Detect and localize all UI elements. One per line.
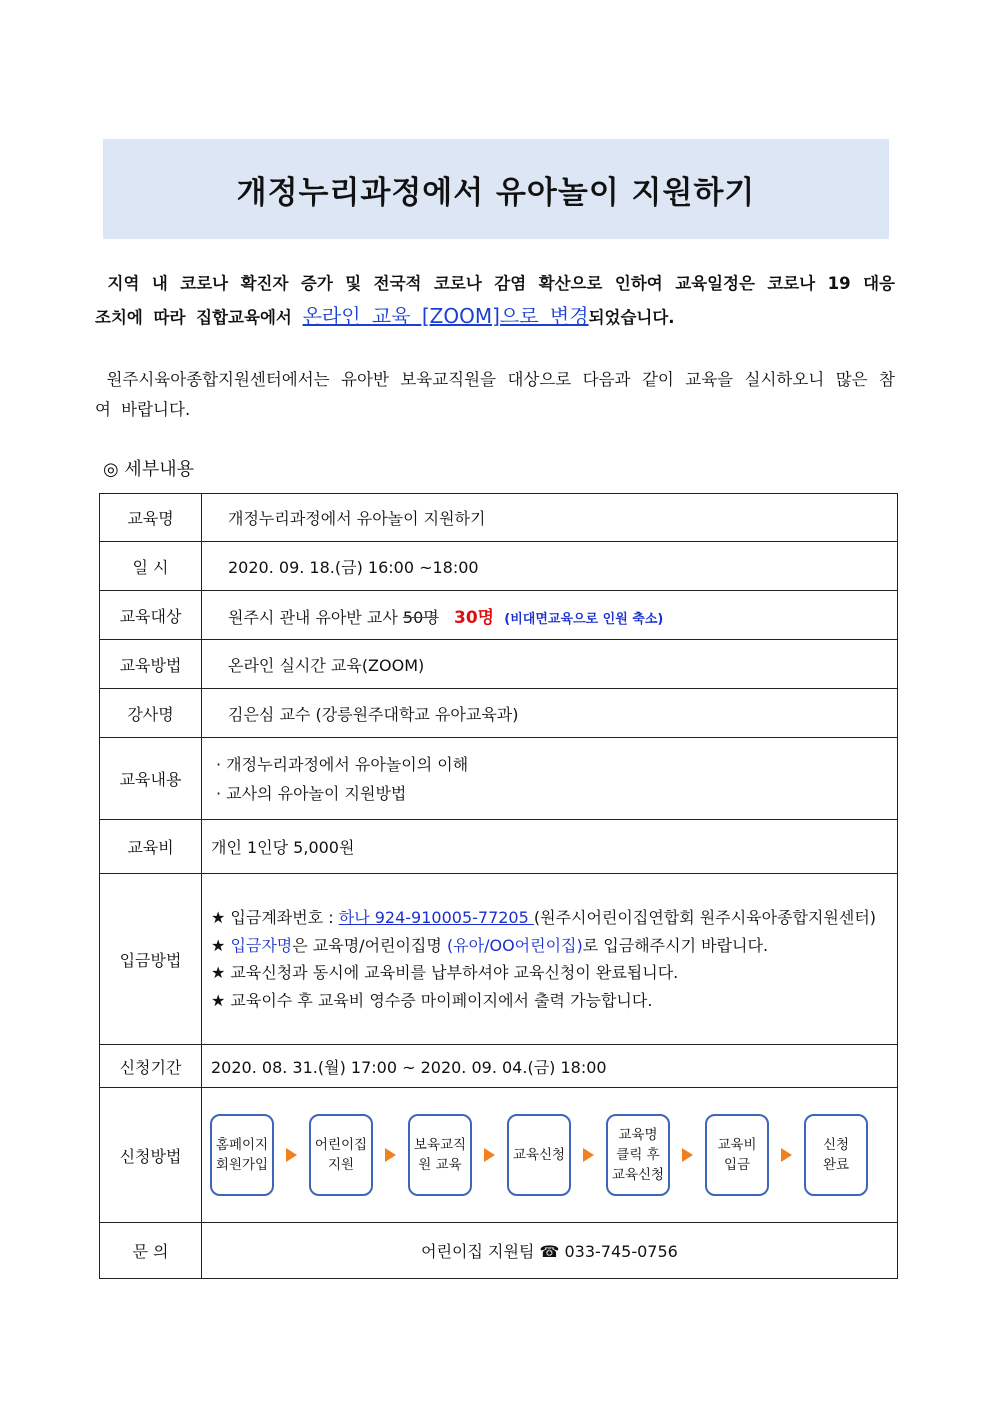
label-name: 교육명 bbox=[100, 494, 202, 542]
label-payment: 입금방법 bbox=[100, 874, 202, 1045]
details-table bbox=[99, 493, 898, 1279]
step-label: 홈페이지 회원가입 bbox=[215, 1137, 269, 1173]
content-item: · 교사의 유아놀이 지원방법 bbox=[216, 783, 407, 803]
depositor-text-end: 로 입금해주시기 바랍니다. bbox=[582, 935, 769, 955]
notice-highlight: 온라인 교육 [ZOOM]으로 변경 bbox=[302, 304, 589, 328]
label-target: 교육대상 bbox=[100, 591, 202, 640]
value-target bbox=[202, 591, 898, 640]
target-note: (비대면교육으로 인원 축소) bbox=[504, 611, 664, 627]
label-content: 교육내용 bbox=[100, 738, 202, 820]
notice-text-1: 지역 내 코로나 확진자 증가 및 전국적 코로나 감염 확산으로 인하여 교육일정은 코로나 19 대응 조치에 따라 집합교육에서 bbox=[95, 274, 895, 327]
step-box bbox=[408, 1114, 472, 1196]
step-label: 보육교직 원 교육 bbox=[413, 1137, 467, 1173]
arrow-right-icon bbox=[286, 1148, 297, 1162]
payment-line-3: ★ 교육신청과 동시에 교육비를 납부하셔야 교육신청이 완료됩니다. bbox=[211, 963, 679, 982]
arrow-right-icon bbox=[385, 1148, 396, 1162]
arrow-right-icon bbox=[682, 1148, 693, 1162]
row-contact bbox=[100, 1223, 898, 1279]
notice-text-2: 되었습니다. bbox=[588, 308, 675, 327]
step-box bbox=[210, 1114, 274, 1196]
row-date bbox=[100, 542, 898, 591]
row-content bbox=[100, 738, 898, 820]
row-name bbox=[100, 494, 898, 542]
label-apply: 신청방법 bbox=[100, 1088, 202, 1223]
value-name: 개정누리과정에서 유아놀이 지원하기 bbox=[202, 494, 898, 542]
value-apply bbox=[202, 1088, 898, 1223]
target-old-count: 50명 bbox=[402, 607, 439, 627]
label-date: 일 시 bbox=[100, 542, 202, 591]
step-box bbox=[309, 1114, 373, 1196]
content-item: · 개정누리과정에서 유아놀이의 이해 bbox=[216, 754, 469, 774]
label-fee: 교육비 bbox=[100, 820, 202, 874]
row-apply bbox=[100, 1088, 898, 1223]
payment-line-2 bbox=[211, 932, 889, 960]
payment-line-4: ★ 교육이수 후 교육비 영수증 마이페이지에서 출력 가능합니다. bbox=[211, 990, 653, 1010]
arrow-right-icon bbox=[583, 1148, 594, 1162]
row-payment bbox=[100, 874, 898, 1045]
intro-paragraph bbox=[95, 365, 895, 425]
row-lecturer bbox=[100, 689, 898, 738]
account-number: 하나 924-910005-77205 bbox=[338, 908, 534, 927]
intro-text: 원주시육아종합지원센터에서는 유아반 보육교직원을 대상으로 다음과 같이 교육을 실시하오니 많은 참여 바랍니다. bbox=[95, 370, 895, 419]
star-icon: ★ bbox=[211, 935, 231, 955]
target-new-count: 30명 bbox=[454, 607, 495, 628]
payment-line-1 bbox=[211, 904, 889, 932]
value-period: 2020. 08. 31.(월) 17:00 ~ 2020. 09. 04.(금) 18:00 bbox=[202, 1045, 898, 1088]
label-method: 교육방법 bbox=[100, 640, 202, 689]
account-label: ★ 입금계좌번호 : bbox=[211, 908, 339, 927]
step-label: 어린이집 지원 bbox=[314, 1137, 368, 1173]
depositor-example: (유아/OO어린이집) bbox=[446, 935, 583, 955]
step-box bbox=[705, 1114, 769, 1196]
value-payment bbox=[202, 874, 898, 1045]
depositor-name-label: 입금자명 bbox=[230, 935, 293, 955]
value-lecturer: 김은심 교수 (강릉원주대학교 유아교육과) bbox=[202, 689, 898, 738]
notice-paragraph bbox=[95, 268, 895, 334]
value-fee: 개인 1인당 5,000원 bbox=[202, 820, 898, 874]
section-title: ◎ 세부내용 bbox=[103, 459, 194, 480]
arrow-right-icon bbox=[781, 1148, 792, 1162]
row-fee bbox=[100, 820, 898, 874]
row-target bbox=[100, 591, 898, 640]
step-box bbox=[507, 1114, 571, 1196]
label-period: 신청기간 bbox=[100, 1045, 202, 1088]
row-period bbox=[100, 1045, 898, 1088]
step-box bbox=[606, 1114, 670, 1196]
account-holder: (원주시어린이집연합회 원주시육아종합지원센터) bbox=[533, 908, 877, 927]
target-text: 원주시 관내 유아반 교사 bbox=[228, 607, 403, 627]
title-banner bbox=[103, 139, 889, 239]
step-label: 교육명 클릭 후 교육신청 bbox=[611, 1127, 665, 1183]
label-contact: 문 의 bbox=[100, 1223, 202, 1279]
step-label: 교육신청 bbox=[512, 1147, 566, 1163]
value-method: 온라인 실시간 교육(ZOOM) bbox=[202, 640, 898, 689]
page-title: 개정누리과정에서 유아놀이 지원하기 bbox=[236, 174, 756, 211]
value-date: 2020. 09. 18.(금) 16:00 ~18:00 bbox=[202, 542, 898, 591]
arrow-right-icon bbox=[484, 1148, 495, 1162]
row-method bbox=[100, 640, 898, 689]
label-lecturer: 강사명 bbox=[100, 689, 202, 738]
value-contact: 어린이집 지원팀 ☎ 033-745-0756 bbox=[202, 1223, 898, 1279]
step-label: 교육비 입금 bbox=[717, 1137, 757, 1173]
step-box bbox=[804, 1114, 868, 1196]
apply-flow bbox=[202, 1114, 897, 1196]
depositor-text: 은 교육명/어린이집명 bbox=[292, 935, 447, 955]
value-content bbox=[202, 738, 898, 820]
step-label: 신청 완료 bbox=[822, 1137, 850, 1173]
